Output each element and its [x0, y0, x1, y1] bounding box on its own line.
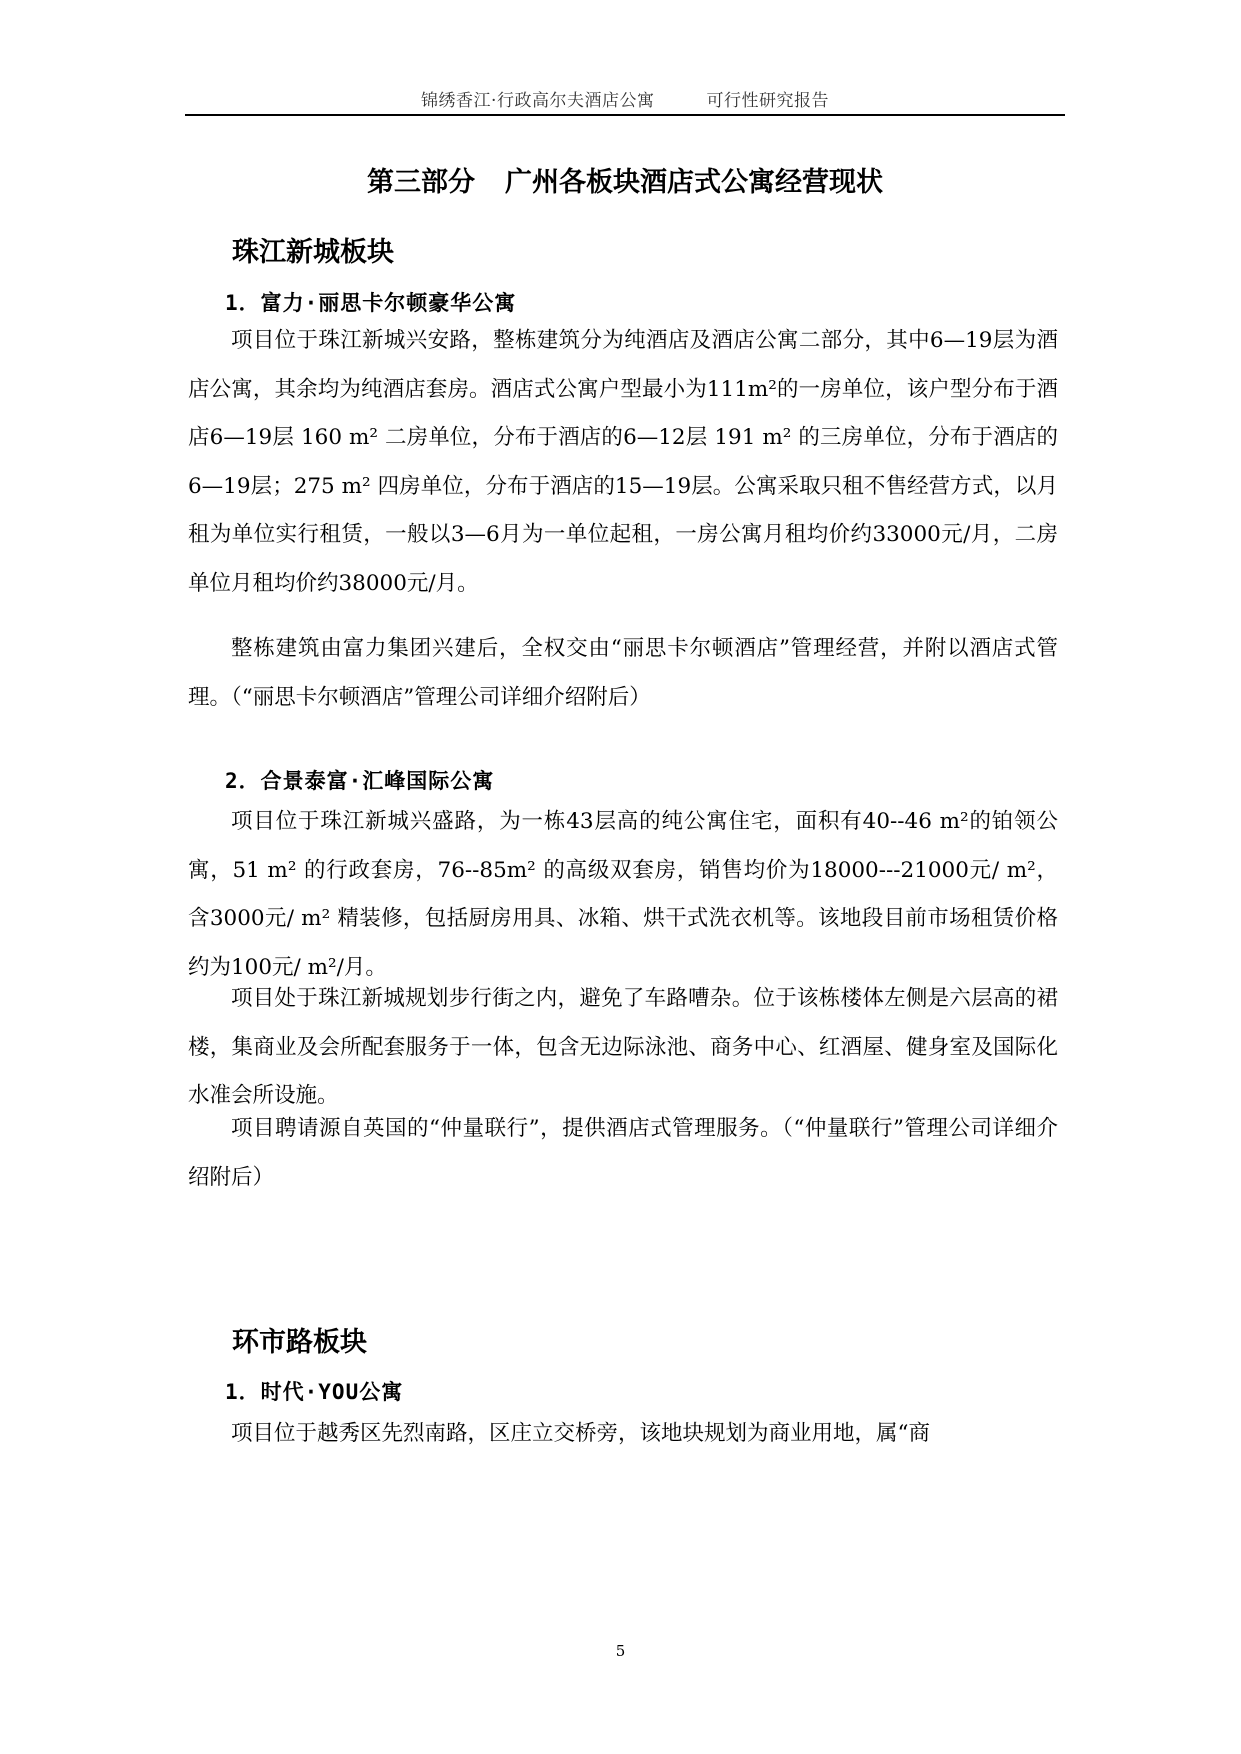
paragraph: 项目位于珠江新城兴安路，整栋建筑分为纯酒店及酒店公寓二部分，其中6—19层为酒店公寓，其余均为纯酒店套房。酒店式公寓户型最小为111m²的一房单位，该户型分布于酒店6—19层 160 m² 二房单位，分布于酒店的6—12层 191 m² 的三房单位，分布于酒店的6—19层；275 m² 四房单位，分布于酒店的15—19层。公寓采取只租不售经营方式，以月租为单位实行租赁，一般以3—6月为一单位起租，一房公寓月租均价约33000元/月，二房单位月租均价约38000元/月。: [188, 328, 1058, 596]
section-title-text: 广州各板块酒店式公寓经营现状: [505, 167, 883, 198]
section-part-label: 第三部分: [367, 167, 475, 198]
block-title-huanshi: 环市路板块: [232, 1327, 367, 1358]
paragraph: 整栋建筑由富力集团兴建后，全权交由“丽思卡尔顿酒店”管理经营，并附以酒店式管理。（“丽思卡尔顿酒店”管理公司详细介绍附后）: [188, 636, 1058, 710]
paragraph: 项目聘请源自英国的“仲量联行”，提供酒店式管理服务。（“仲量联行”管理公司详细介绍附后）: [188, 1116, 1058, 1190]
item-title-times-you: 1．时代·YOU公寓: [225, 1380, 404, 1404]
section-title: [185, 160, 1065, 199]
paragraph: 项目位于珠江新城兴盛路，为一栋43层高的纯公寓住宅，面积有40--46 m²的铂领公寓，51 m² 的行政套房，76--85m² 的高级双套房，销售均价为18000---21000元/ m²，含3000元/ m² 精装修，包括厨房用具、冰箱、烘干式洗衣机等。该地段目前市场租赁价格约为100元/ m²/月。: [188, 809, 1058, 980]
item-title-ritz-carlton: 1．富力·丽思卡尔顿豪华公寓: [225, 291, 517, 315]
header-project-name: 锦绣香江·行政高尔夫酒店公寓: [421, 91, 655, 111]
block-title-zhujiang: 珠江新城板块: [232, 237, 394, 268]
paragraph: 项目位于越秀区先烈南路，区庄立交桥旁，该地块规划为商业用地，属“商: [231, 1421, 930, 1446]
running-header: [185, 86, 1065, 111]
item-title-huifeng: 2．合景泰富·汇峰国际公寓: [225, 769, 495, 793]
page-number: 5: [615, 1642, 626, 1660]
paragraph: 项目处于珠江新城规划步行街之内，避免了车路嘈杂。位于该栋楼体左侧是六层高的裙楼，集商业及会所配套服务于一体，包含无边际泳池、商务中心、红酒屋、健身室及国际化水准会所设施。: [188, 986, 1058, 1108]
header-report-type: 可行性研究报告: [706, 91, 829, 111]
header-rule: [185, 114, 1065, 116]
